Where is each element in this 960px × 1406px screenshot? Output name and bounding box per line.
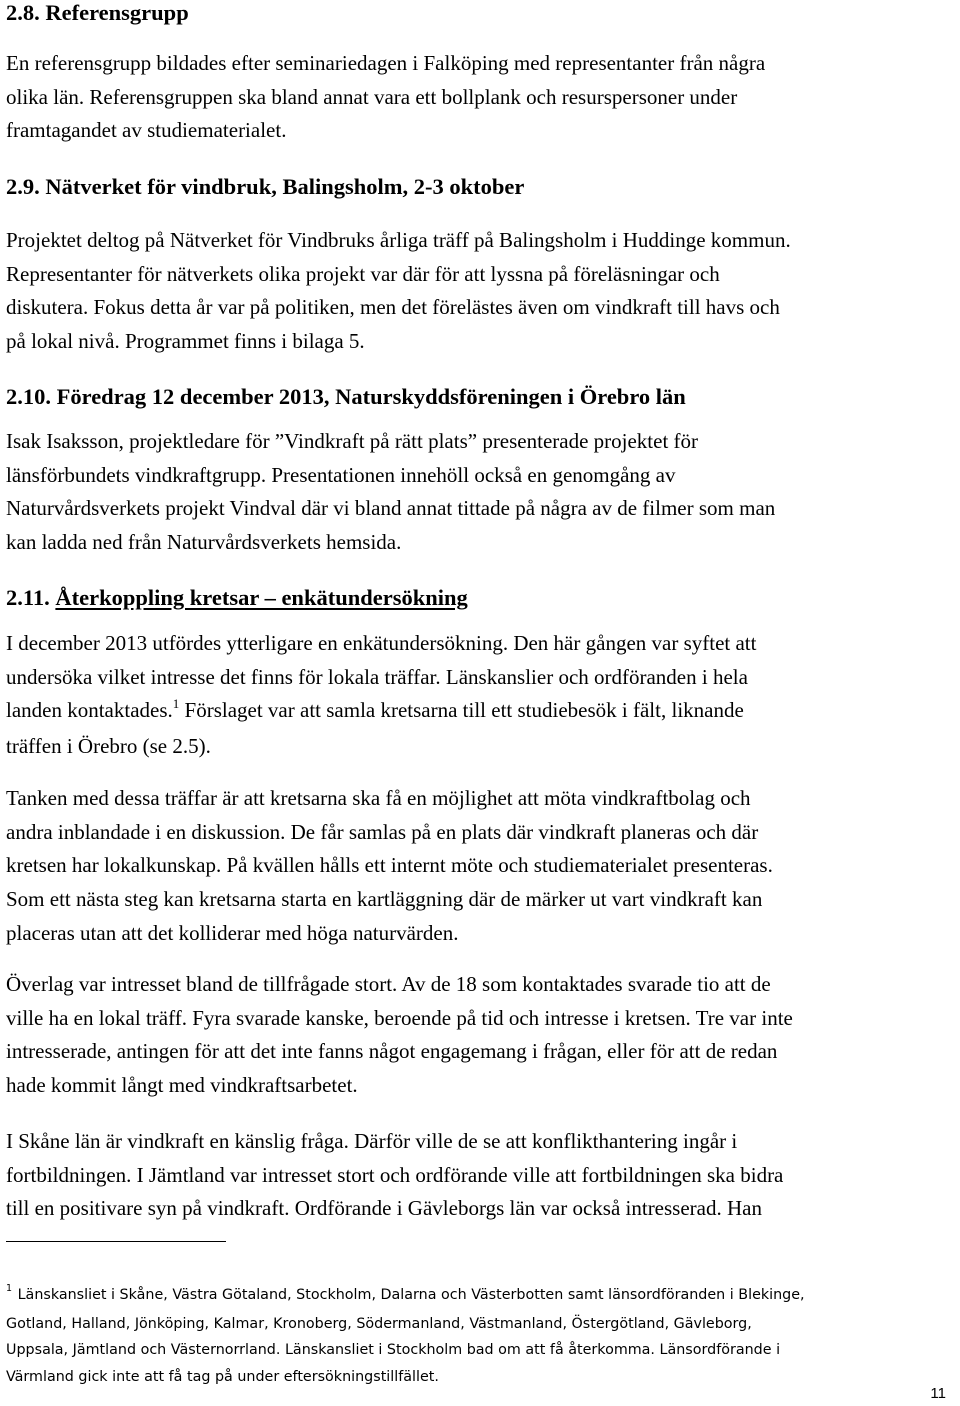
text-line: Uppsala, Jämtland och Västernorrland. Länskansliet i Stockholm bad om att få återkomma. Länsordförande i [6,1342,781,1358]
text-line: diskutera. Fokus detta år var på politiken, men det förelästes även om vindkraft till havs och [6,295,780,320]
text-line: ville ha en lokal träff. Fyra svarade kanske, beroende på tid och intresse i kretsen. Tre var inte [6,1005,793,1030]
text-line: till en positivare syn på vindkraft. Ordförande i Gävleborgs län var också intresserad. Han [6,1196,762,1221]
heading-title: Återkoppling kretsar – enkätundersökning [55,585,468,610]
text-line: placeras utan att det kolliderar med höga naturvärden. [6,920,459,945]
text-line: Isak Isaksson, projektledare för ”Vindkraft på rätt plats” presenterade projektet för [6,429,699,453]
paragraph [6,782,956,951]
text-line: fortbildningen. I Jämtland var intresset stort och ordförande ville att fortbildningen ska bidra [6,1162,784,1187]
text-line: Värmland gick inte att få tag på under eftersökningstillfället. [6,1368,439,1385]
text-line: undersöka vilket intresse det finns för lokala träffar. Länskanslier och ordföranden i hela [6,664,748,689]
text-line: framtagandet av studiematerialet. [6,118,287,143]
text-line: I december 2013 utfördes ytterligare en enkätundersökning. Den här gången var syftet att [6,631,757,655]
paragraph [6,627,956,764]
footnote [6,1282,956,1390]
text-line: andra inblandade i en diskussion. De får samlas på en plats där vindkraft planeras och där [6,819,759,844]
text-line: Naturvårdsverkets projekt Vindval där vi bland annat tittade på några av de filmer som man [6,496,776,521]
text-line: Gotland, Halland, Jönköping, Kalmar, Kronoberg, Södermanland, Västmanland, Östergötland, Gävleborg, [6,1315,752,1332]
paragraph [6,47,956,148]
text-line: Projektet deltog på Nätverket för Vindbruks årliga träff på Balingsholm i Huddinge kommun. [6,228,791,252]
footnote-number: 1 [6,1283,13,1294]
text-line: olika län. Referensgruppen ska bland annat vara ett bollplank och resurspersoner under [6,84,738,109]
text-run: Förslaget var att samla kretsarna till ett studiebesök i fält, liknande [179,698,744,723]
text-line: intresserade, antingen för att det inte fanns något engagemang i frågan, eller för att de redan [6,1039,778,1064]
footnote-separator [6,1241,226,1242]
text-line: kretsen har lokalkunskap. På kvällen hålls ett internt möte och studiematerialet presenteras. [6,853,773,878]
text-line: träffen i Örebro (se 2.5). [6,734,211,759]
text-run: Länskansliet i Skåne, Västra Götaland, Stockholm, Dalarna och Västerbotten samt länsordföranden i Blekinge, [17,1287,805,1303]
text-line: En referensgrupp bildades efter seminariedagen i Falköping med representanter från några [6,51,766,75]
text-line: Överlag var intresset bland de tillfrågade stort. Av de 18 som kontaktades svarade tio att de [6,972,771,996]
text-line: Representanter för nätverkets olika projekt var där för att lyssna på föreläsningar och [6,261,720,286]
text-line [6,1282,956,1311]
paragraph [6,224,956,359]
paragraph [6,1125,956,1226]
paragraph [6,425,956,560]
section-heading: 2.8. Referensgrupp [6,0,189,25]
text-line: Tanken med dessa träffar är att kretsarna ska få en möjlighet att möta vindkraftbolag och [6,786,751,810]
section-heading: 2.10. Föredrag 12 december 2013, Naturskyddsföreningen i Örebro län [6,384,686,409]
footnote-reference[interactable]: 1 [172,696,180,712]
text-line: hade kommit långt med vindkraftsarbetet. [6,1073,358,1098]
text-line: I Skåne län är vindkraft en känslig fråga. Därför ville de se att konflikthantering ingår i [6,1129,738,1153]
paragraph [6,968,956,1103]
page-number: 11 [930,1385,946,1402]
text-line [6,694,956,730]
text-line: på lokal nivå. Programmet finns i bilaga 5. [6,329,365,354]
text-run: landen kontaktades. [6,698,173,723]
section-heading: 2.9. Nätverket för vindbruk, Balingsholm, 2-3 oktober [6,174,525,199]
text-line: kan ladda ned från Naturvårdsverkets hemsida. [6,530,402,555]
text-line: länsförbundets vindkraftgrupp. Presentationen innehöll också en genomgång av [6,462,676,487]
heading-number: 2.11. [6,585,56,610]
section-heading [6,581,956,615]
text-line: Som ett nästa steg kan kretsarna starta en kartläggning där de märker ut vart vindkraft kan [6,887,763,912]
